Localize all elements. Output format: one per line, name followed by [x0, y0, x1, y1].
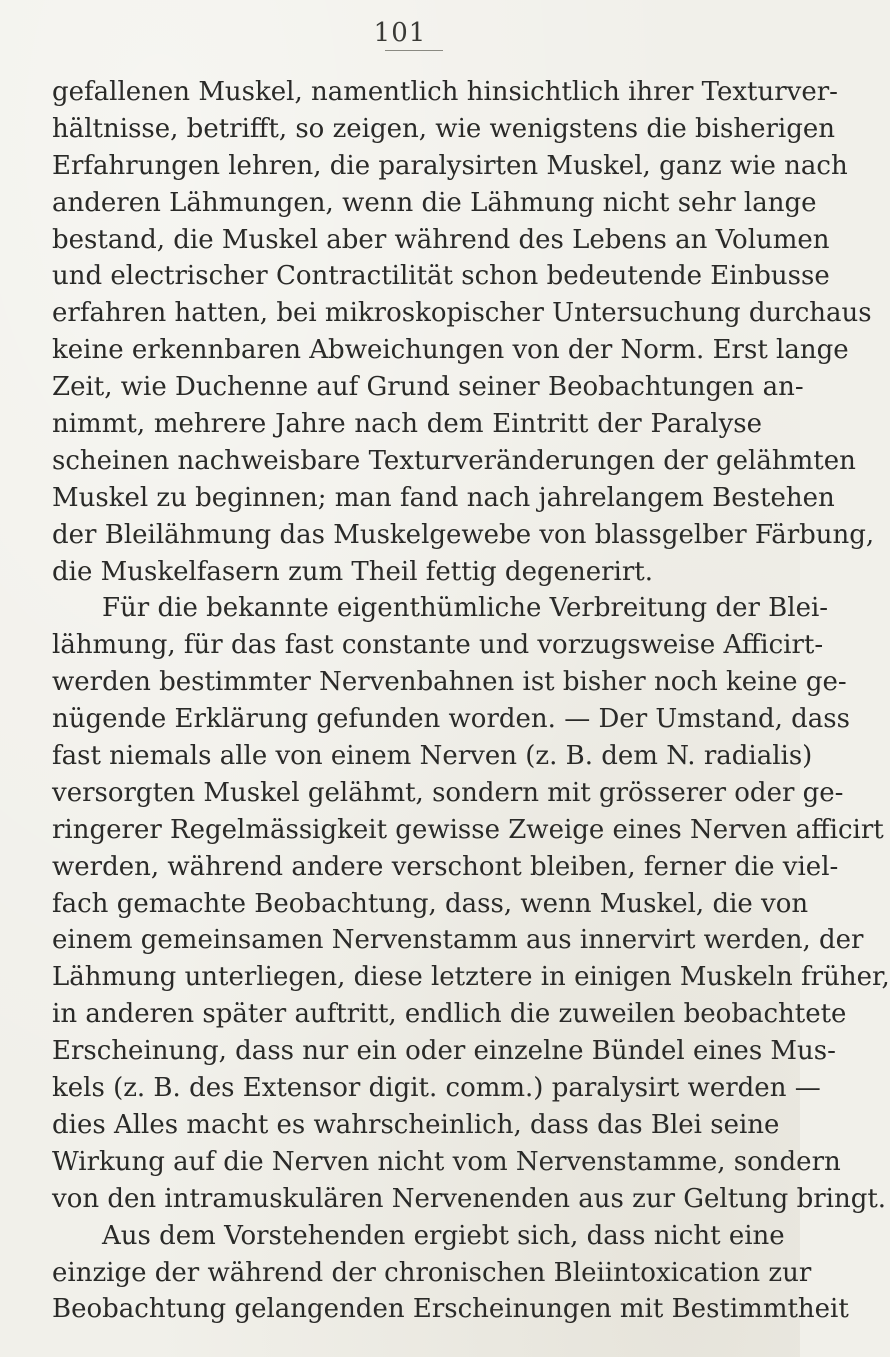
text-line: bestand, die Muskel aber während des Lebens an Volumen — [52, 224, 830, 255]
text-line: gefallenen Muskel, namentlich hinsichtlich ihrer Texturver- — [52, 77, 838, 107]
text-line: nügende Erklärung gefunden worden. — Der Umstand, dass — [52, 704, 850, 735]
text-line: Aus dem Vorstehenden ergiebt sich, dass nicht eine — [102, 1220, 785, 1251]
page-number: 101 — [0, 18, 800, 51]
text-line: einem gemeinsamen Nervenstamm aus innervirt werden, der — [52, 925, 864, 956]
text-line: hältnisse, betrifft, so zeigen, wie wenigstens die bisherigen — [52, 113, 835, 144]
text-line: in anderen später auftritt, endlich die zuweilen beobachtete — [52, 999, 847, 1030]
text-line: ringerer Regelmässigkeit gewisse Zweige eines Nerven afficirt — [52, 814, 884, 845]
text-line: keine erkennbaren Abweichungen von der Norm. Erst lange — [52, 335, 849, 366]
text-line: Erscheinung, dass nur ein oder einzelne Bündel eines Mus- — [52, 1036, 836, 1067]
text-line: fach gemachte Beobachtung, dass, wenn Muskel, die von — [52, 888, 809, 919]
text-line: dies Alles macht es wahrscheinlich, dass das Blei seine — [52, 1109, 780, 1140]
text-line: scheinen nachweisbare Texturveränderungen der gelähmten — [52, 445, 856, 476]
text-line: werden, während andere verschont bleiben, ferner die viel- — [52, 851, 839, 882]
text-line: und electrischer Contractilität schon bedeutende Einbusse — [52, 261, 830, 292]
text-line: die Muskelfasern zum Theil fettig degenerirt. — [52, 556, 654, 587]
text-line: Zeit, wie Duchenne auf Grund seiner Beobachtungen an- — [52, 372, 804, 403]
text-line: fast niemals alle von einem Nerven (z. B. dem N. radialis) — [52, 741, 813, 772]
text-line: Muskel zu beginnen; man fand nach jahrelangem Bestehen — [52, 482, 835, 513]
text-line: kels (z. B. des Extensor digit. comm.) paralysirt werden — — [52, 1073, 821, 1104]
text-line: anderen Lähmungen, wenn die Lähmung nicht sehr lange — [52, 187, 817, 218]
text-line: von den intramuskulären Nervenenden aus zur Geltung bringt. — [52, 1183, 887, 1214]
body-text — [52, 74, 890, 1328]
text-line: Lähmung unterliegen, diese letztere in einigen Muskeln früher, — [52, 962, 890, 993]
text-line: Für die bekannte eigenthümliche Verbreitung der Blei- — [102, 593, 829, 624]
text-line: werden bestimmter Nervenbahnen ist bisher noch keine ge- — [52, 667, 847, 698]
text-line: Beobachtung gelangenden Erscheinungen mit Bestimmtheit — [52, 1294, 849, 1325]
text-line: erfahren hatten, bei mikroskopischer Untersuchung durchaus — [52, 298, 872, 329]
text-line: Wirkung auf die Nerven nicht vom Nervenstamme, sondern — [52, 1146, 841, 1177]
text-line: Erfahrungen lehren, die paralysirten Muskel, ganz wie nach — [52, 150, 848, 181]
text-line: einzige der während der chronischen Bleiintoxication zur — [52, 1257, 812, 1288]
text-line: lähmung, für das fast constante und vorzugsweise Afficirt- — [52, 630, 824, 661]
text-line: der Bleilähmung das Muskelgewebe von blassgelber Färbung, — [52, 519, 875, 550]
text-line: versorgten Muskel gelähmt, sondern mit grösserer oder ge- — [52, 777, 844, 808]
text-line: nimmt, mehrere Jahre nach dem Eintritt der Paralyse — [52, 409, 762, 440]
